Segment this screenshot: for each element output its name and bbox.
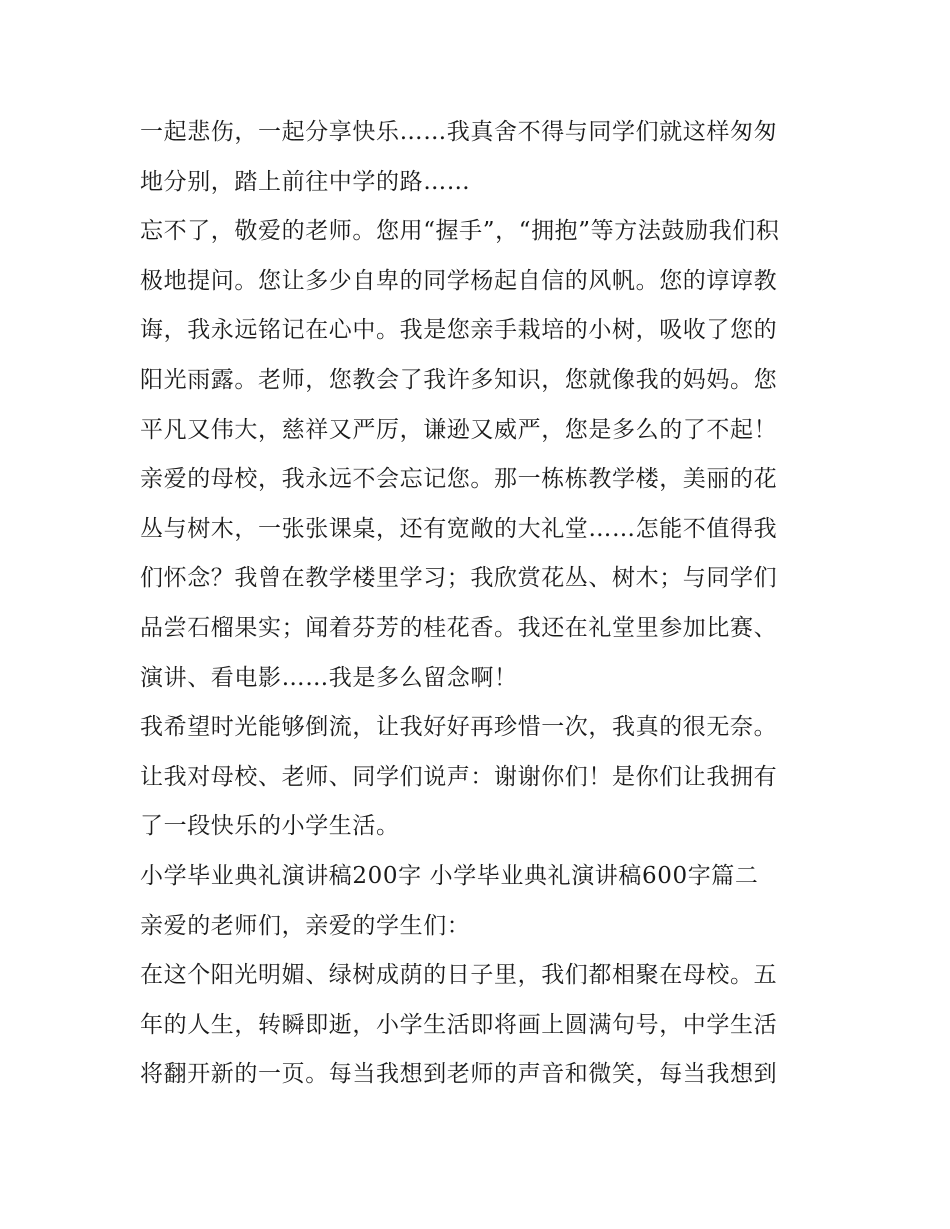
text-line: 极地提问。您让多少自卑的同学杨起自信的风帆。您的谆谆教 [140, 267, 778, 294]
text-line: 让我对母校、老师、同学们说声：谢谢你们！是你们让我拥有 [140, 763, 778, 790]
section-heading: 小学毕业典礼演讲稿200字 小学毕业典礼演讲稿600字篇二 [140, 862, 759, 889]
text-line: 演讲、看电影……我是多么留念啊！ [140, 664, 518, 691]
text-line: 们怀念？我曾在教学楼里学习；我欣赏花丛、树木；与同学们 [140, 565, 778, 592]
text-line: 品尝石榴果实；闻着芬芳的桂花香。我还在礼堂里参加比赛、 [140, 614, 778, 641]
text-line: 将翻开新的一页。每当我想到老师的声音和微笑，每当我想到 [140, 1061, 778, 1088]
text-line: 我希望时光能够倒流，让我好好再珍惜一次，我真的很无奈。 [140, 714, 778, 741]
salutation: 亲爱的老师们，亲爱的学生们： [140, 912, 471, 939]
text-line: 平凡又伟大，慈祥又严厉，谦逊又威严，您是多么的了不起！ [140, 416, 778, 443]
text-line: 了一段快乐的小学生活。 [140, 813, 400, 840]
text-line: 忘不了，敬爱的老师。您用“握手”，“拥抱”等方法鼓励我们积 [140, 218, 780, 245]
text-line: 年的人生，转瞬即逝，小学生活即将画上圆满句号，中学生活 [140, 1011, 778, 1038]
text-line: 一起悲伤，一起分享快乐……我真舍不得与同学们就这样匆匆 [140, 119, 778, 145]
text-line: 阳光雨露。老师，您教会了我许多知识，您就像我的妈妈。您 [140, 366, 778, 393]
text-line: 亲爱的母校，我永远不会忘记您。那一栋栋教学楼，美丽的花 [140, 466, 778, 493]
text-line: 在这个阳光明媚、绿树成荫的日子里，我们都相聚在母校。五 [140, 962, 778, 989]
text-line: 丛与树木，一张张课桌，还有宽敞的大礼堂……怎能不值得我 [140, 515, 778, 542]
document-body [140, 108, 820, 1100]
text-line: 地分别，踏上前往中学的路…… [140, 168, 471, 195]
text-line: 诲，我永远铭记在心中。我是您亲手栽培的小树，吸收了您的 [140, 317, 778, 344]
